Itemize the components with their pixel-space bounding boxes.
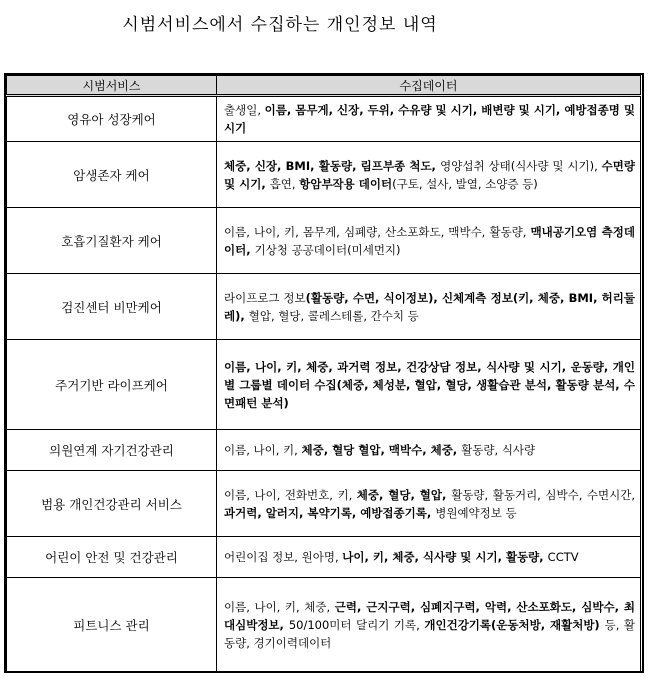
service-name: 어린이 안전 및 건강관리	[7, 537, 217, 578]
collected-data	[217, 430, 641, 471]
collected-data	[217, 142, 641, 208]
table-row	[7, 208, 641, 274]
service-name: 검진센터 비만케어	[7, 274, 217, 340]
table-row	[7, 274, 641, 340]
data-collection-table	[6, 75, 641, 672]
table-row	[7, 96, 641, 142]
data-segment: 활동량, 식사량	[461, 443, 536, 457]
service-name: 의원연계 자기건강관리	[7, 430, 217, 471]
table-header-row	[7, 76, 641, 96]
table-row	[7, 430, 641, 471]
service-name: 암생존자 케어	[7, 142, 217, 208]
data-segment-bold: 항암부작용 데이터	[299, 176, 393, 191]
header-service: 시범서비스	[7, 76, 217, 96]
data-segment: 라이프로그 정보	[224, 290, 306, 305]
data-segment: 등	[407, 308, 419, 323]
data-segment: 활동량, 활동거리, 심박수, 수면시간,	[451, 487, 635, 502]
data-segment: (구토, 설사, 발열, 소양증 등)	[392, 176, 538, 191]
data-segment-bold: 체중, 혈당, 혈압,	[356, 487, 452, 502]
data-segment-bold: 이름, 나이, 키, 체중, 과거력 정보, 건강상담 정보, 식사량 및 시기, 운동량, 개인별 그룹별 데이터 수집(체중, 체성분, 혈압, 혈당, 생활습관 분석, 활동량 분석, 수면패턴 분석)	[224, 359, 635, 410]
table-row	[7, 340, 641, 430]
data-segment: 기상청 공공데이터(미세먼지)	[254, 242, 401, 257]
service-name: 호흡기질환자 케어	[7, 208, 217, 274]
data-segment: 출생일,	[224, 103, 265, 117]
data-segment: 이름, 나이, 전화번호, 키,	[224, 487, 357, 502]
data-segment: 이름, 나이, 키, 체중,	[224, 599, 335, 614]
collected-data	[217, 340, 641, 430]
data-segment: 영양섭취 상태(식사량 및 시기),	[440, 158, 602, 173]
service-name: 피트니스 관리	[7, 578, 217, 672]
table-row	[7, 142, 641, 208]
data-segment: 50/100미터 달리기 기록,	[288, 617, 425, 632]
header-data: 수집데이터	[217, 76, 641, 96]
service-name: 주거기반 라이프케어	[7, 340, 217, 430]
data-segment: 혈압, 혈당, 콜레스테롤, 간수치	[248, 308, 408, 323]
data-segment-bold: 체중, 신장, BMI, 활동량, 림프부종 척도,	[224, 158, 441, 173]
service-name: 영유아 성장케어	[7, 96, 217, 142]
collected-data	[217, 96, 641, 142]
data-segment-bold: 나이, 키, 체중, 식사량 및 시기, 활동량,	[342, 550, 548, 564]
data-segment: CCTV	[547, 550, 579, 564]
data-segment-bold: 체중, 혈당 혈압, 맥박수, 체중,	[301, 443, 462, 457]
data-segment-bold: 수면량 및 시기,	[224, 158, 635, 191]
data-segment: 병원예약정보 등	[435, 505, 517, 520]
data-segment-bold: (활동량, 수면, 식이정보), 신체계측 정보(키, 체중, BMI, 허리둘레),	[224, 290, 636, 323]
data-segment-bold: 이름, 몸무게, 신장, 두위, 수유량 및 시기, 배변량 및 시기, 예방접종명 및 시기	[224, 103, 635, 135]
table-row	[7, 537, 641, 578]
data-segment: 이름, 나이, 키, 몸무게, 심폐량, 산소포화도, 맥박수, 활동량,	[224, 224, 531, 239]
data-segment: 등, 활동량, 경기이력데이터	[224, 617, 636, 650]
service-name: 범용 개인건강관리 서비스	[7, 471, 217, 537]
data-segment-bold: 근력, 근지구력, 심폐지구력, 악력, 산소포화도, 심박수, 최대심박정보,	[224, 599, 635, 632]
collected-data	[217, 537, 641, 578]
page-title: 시범서비스에서 수집하는 개인정보 내역	[122, 15, 438, 35]
data-segment-bold: 과거력, 알러지, 복약기록, 예방접종기록,	[224, 505, 436, 520]
table-row	[7, 578, 641, 672]
collected-data	[217, 208, 641, 274]
data-segment-bold: 개인건강기록(운동처방, 재활처방)	[424, 617, 605, 632]
data-segment: 흡연,	[269, 176, 300, 191]
table-row	[7, 471, 641, 537]
collected-data	[217, 274, 641, 340]
data-segment-bold: 맥내공기오염 측정데이터,	[224, 224, 636, 257]
collected-data	[217, 578, 641, 672]
data-segment: 이름, 나이, 키,	[224, 443, 302, 457]
collected-data	[217, 471, 641, 537]
data-segment: 어린이집 정보, 원아명,	[224, 550, 343, 564]
